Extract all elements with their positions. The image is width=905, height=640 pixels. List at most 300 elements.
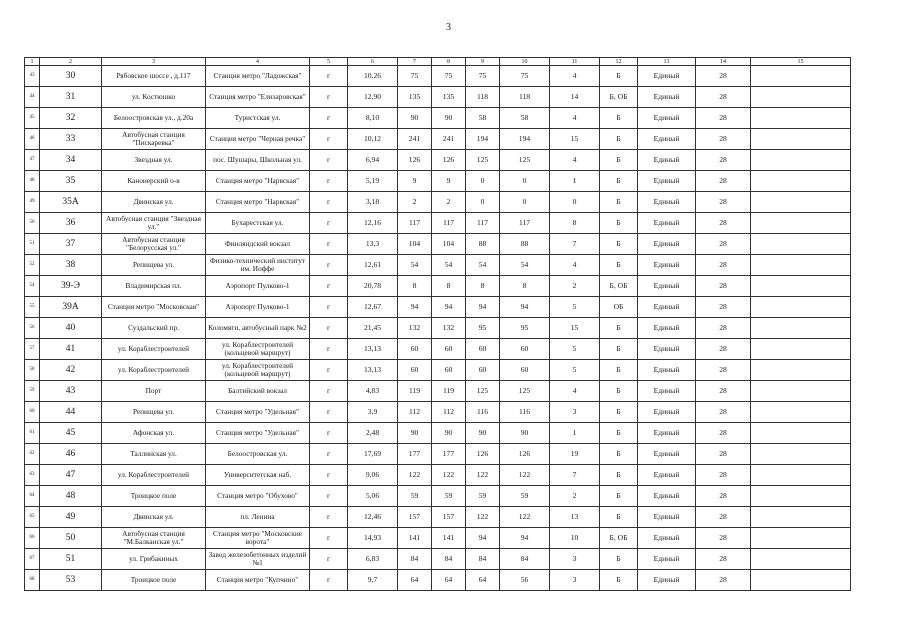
col15-cell (751, 276, 851, 297)
route-type-cell: г (310, 276, 348, 297)
row-index-cell: 43 (25, 66, 40, 87)
route-number-cell: 49 (40, 507, 102, 528)
column-number-cell: 12 (600, 58, 638, 66)
tariff-cell: Единый (638, 129, 696, 150)
col14-cell: 28 (696, 339, 751, 360)
end-point-cell: Станция метро "Нарвская" (206, 192, 310, 213)
col11-cell: 4 (550, 255, 600, 276)
col9-cell: 94 (466, 297, 500, 318)
route-number-cell: 39-Э (40, 276, 102, 297)
col14-cell: 28 (696, 486, 751, 507)
route-type-cell: г (310, 339, 348, 360)
start-point-cell: Автобусная станция "Звездная ул." (102, 213, 206, 234)
end-point-cell: Коломяги, автобусный парк №2 (206, 318, 310, 339)
col7-cell: 122 (398, 465, 432, 486)
row-index-cell: 56 (25, 318, 40, 339)
col8-cell: 64 (432, 570, 466, 591)
end-point-cell: ул. Кораблестроителей (кольцевой маршрут) (206, 360, 310, 381)
start-point-cell: Автобусная станция "Пискаревка" (102, 129, 206, 150)
row-index-cell: 58 (25, 360, 40, 381)
table-header-row (25, 58, 851, 66)
col10-cell: 56 (500, 570, 550, 591)
row-index-cell: 63 (25, 465, 40, 486)
col10-cell: 122 (500, 465, 550, 486)
route-type-cell: г (310, 444, 348, 465)
col14-cell: 28 (696, 150, 751, 171)
start-point-cell: Рябовское шоссе , д.117 (102, 66, 206, 87)
col15-cell (751, 360, 851, 381)
length-km-cell: 12,16 (348, 213, 398, 234)
table-row (25, 171, 851, 192)
tariff-cell: Единый (638, 234, 696, 255)
col15-cell (751, 570, 851, 591)
route-type-cell: г (310, 465, 348, 486)
col10-cell: 60 (500, 339, 550, 360)
col14-cell: 28 (696, 444, 751, 465)
col10-cell: 94 (500, 297, 550, 318)
routes-table (24, 57, 851, 591)
route-type-cell: г (310, 486, 348, 507)
column-number-cell: 8 (432, 58, 466, 66)
length-km-cell: 8,10 (348, 108, 398, 129)
col11-cell: 4 (550, 150, 600, 171)
col9-cell: 88 (466, 234, 500, 255)
col14-cell: 28 (696, 360, 751, 381)
col7-cell: 119 (398, 381, 432, 402)
col8-cell: 2 (432, 192, 466, 213)
route-number-cell: 39А (40, 297, 102, 318)
route-type-cell: г (310, 318, 348, 339)
length-km-cell: 12,90 (348, 87, 398, 108)
column-number-cell: 4 (206, 58, 310, 66)
end-point-cell: Бухарестская ул. (206, 213, 310, 234)
col8-cell: 8 (432, 276, 466, 297)
col7-cell: 59 (398, 486, 432, 507)
row-index-cell: 57 (25, 339, 40, 360)
start-point-cell: Звездная ул. (102, 150, 206, 171)
vehicle-class-cell: Б (600, 108, 638, 129)
col7-cell: 2 (398, 192, 432, 213)
col8-cell: 112 (432, 402, 466, 423)
route-type-cell: г (310, 423, 348, 444)
route-type-cell: г (310, 297, 348, 318)
col11-cell: 13 (550, 507, 600, 528)
col15-cell (751, 87, 851, 108)
start-point-cell: ул. Кораблестроителей (102, 339, 206, 360)
column-number-cell: 2 (40, 58, 102, 66)
length-km-cell: 14,93 (348, 528, 398, 549)
vehicle-class-cell: Б (600, 507, 638, 528)
col10-cell: 90 (500, 423, 550, 444)
route-type-cell: г (310, 507, 348, 528)
length-km-cell: 9,7 (348, 570, 398, 591)
col14-cell: 28 (696, 381, 751, 402)
col9-cell: 122 (466, 465, 500, 486)
col15-cell (751, 192, 851, 213)
col8-cell: 59 (432, 486, 466, 507)
col8-cell: 177 (432, 444, 466, 465)
col10-cell: 95 (500, 318, 550, 339)
col8-cell: 141 (432, 528, 466, 549)
vehicle-class-cell: Б (600, 192, 638, 213)
col11-cell: 5 (550, 297, 600, 318)
route-number-cell: 48 (40, 486, 102, 507)
end-point-cell: пл. Ленина (206, 507, 310, 528)
vehicle-class-cell: Б (600, 444, 638, 465)
table-row (25, 381, 851, 402)
start-point-cell: Репищева ул. (102, 255, 206, 276)
start-point-cell: Суздальский пр. (102, 318, 206, 339)
vehicle-class-cell: Б (600, 465, 638, 486)
col14-cell: 28 (696, 171, 751, 192)
length-km-cell: 12,61 (348, 255, 398, 276)
tariff-cell: Единый (638, 465, 696, 486)
table-row (25, 108, 851, 129)
col11-cell: 5 (550, 339, 600, 360)
col11-cell: 1 (550, 423, 600, 444)
col11-cell: 0 (550, 192, 600, 213)
tariff-cell: Единый (638, 297, 696, 318)
col9-cell: 122 (466, 507, 500, 528)
route-number-cell: 41 (40, 339, 102, 360)
col10-cell: 116 (500, 402, 550, 423)
vehicle-class-cell: Б, ОБ (600, 528, 638, 549)
route-type-cell: г (310, 549, 348, 570)
row-index-cell: 64 (25, 486, 40, 507)
route-number-cell: 46 (40, 444, 102, 465)
col9-cell: 125 (466, 381, 500, 402)
row-index-cell: 59 (25, 381, 40, 402)
column-number-cell: 3 (102, 58, 206, 66)
col7-cell: 75 (398, 66, 432, 87)
page-number: 3 (446, 22, 451, 33)
start-point-cell: Автобусная станция "М.Балканская ул." (102, 528, 206, 549)
table-row (25, 570, 851, 591)
route-type-cell: г (310, 234, 348, 255)
col10-cell: 125 (500, 150, 550, 171)
length-km-cell: 10,26 (348, 66, 398, 87)
table-row (25, 234, 851, 255)
route-number-cell: 30 (40, 66, 102, 87)
tariff-cell: Единый (638, 339, 696, 360)
end-point-cell: Станция метро "Московские ворота" (206, 528, 310, 549)
route-number-cell: 35А (40, 192, 102, 213)
vehicle-class-cell: Б (600, 486, 638, 507)
table-row (25, 255, 851, 276)
length-km-cell: 20,78 (348, 276, 398, 297)
end-point-cell: Физико-технический институт им. Иоффе (206, 255, 310, 276)
table-row (25, 213, 851, 234)
col7-cell: 117 (398, 213, 432, 234)
table-row (25, 549, 851, 570)
col9-cell: 60 (466, 339, 500, 360)
start-point-cell: Автобусная станция "Белорусская ул." (102, 234, 206, 255)
col9-cell: 94 (466, 528, 500, 549)
route-number-cell: 40 (40, 318, 102, 339)
route-number-cell: 43 (40, 381, 102, 402)
col7-cell: 132 (398, 318, 432, 339)
col9-cell: 90 (466, 423, 500, 444)
col10-cell: 8 (500, 276, 550, 297)
col11-cell: 3 (550, 402, 600, 423)
col9-cell: 59 (466, 486, 500, 507)
route-type-cell: г (310, 528, 348, 549)
col14-cell: 28 (696, 87, 751, 108)
col14-cell: 28 (696, 402, 751, 423)
column-number-cell: 9 (466, 58, 500, 66)
length-km-cell: 12,67 (348, 297, 398, 318)
col11-cell: 15 (550, 129, 600, 150)
end-point-cell: Балтийский вокзал (206, 381, 310, 402)
col9-cell: 60 (466, 360, 500, 381)
col8-cell: 241 (432, 129, 466, 150)
route-type-cell: г (310, 87, 348, 108)
vehicle-class-cell: ОБ (600, 297, 638, 318)
end-point-cell: Аэропорт Пулково-1 (206, 276, 310, 297)
col8-cell: 117 (432, 213, 466, 234)
col10-cell: 58 (500, 108, 550, 129)
column-number-cell: 11 (550, 58, 600, 66)
row-index-cell: 45 (25, 108, 40, 129)
col15-cell (751, 234, 851, 255)
col11-cell: 2 (550, 276, 600, 297)
col7-cell: 104 (398, 234, 432, 255)
col15-cell (751, 444, 851, 465)
length-km-cell: 21,45 (348, 318, 398, 339)
length-km-cell: 9,06 (348, 465, 398, 486)
column-number-cell: 15 (751, 58, 851, 66)
col9-cell: 0 (466, 192, 500, 213)
start-point-cell: Станция метро "Московская" (102, 297, 206, 318)
col7-cell: 9 (398, 171, 432, 192)
row-index-cell: 54 (25, 276, 40, 297)
table-row (25, 444, 851, 465)
start-point-cell: Афонская ул. (102, 423, 206, 444)
col15-cell (751, 129, 851, 150)
col15-cell (751, 549, 851, 570)
end-point-cell: Станция метро "Елизаровская" (206, 87, 310, 108)
length-km-cell: 17,69 (348, 444, 398, 465)
col7-cell: 126 (398, 150, 432, 171)
route-type-cell: г (310, 381, 348, 402)
col11-cell: 14 (550, 87, 600, 108)
col14-cell: 28 (696, 549, 751, 570)
column-number-cell: 6 (348, 58, 398, 66)
col10-cell: 194 (500, 129, 550, 150)
row-index-cell: 48 (25, 171, 40, 192)
end-point-cell: Аэропорт Пулково-1 (206, 297, 310, 318)
length-km-cell: 10,12 (348, 129, 398, 150)
row-index-cell: 44 (25, 87, 40, 108)
tariff-cell: Единый (638, 381, 696, 402)
col8-cell: 104 (432, 234, 466, 255)
vehicle-class-cell: Б (600, 402, 638, 423)
col11-cell: 4 (550, 108, 600, 129)
end-point-cell: Станция метро "Купчино" (206, 570, 310, 591)
table-row (25, 360, 851, 381)
col14-cell: 28 (696, 423, 751, 444)
col10-cell: 54 (500, 255, 550, 276)
col11-cell: 8 (550, 213, 600, 234)
col9-cell: 116 (466, 402, 500, 423)
end-point-cell: Станция метро "Удельная" (206, 423, 310, 444)
col9-cell: 8 (466, 276, 500, 297)
length-km-cell: 5,06 (348, 486, 398, 507)
row-index-cell: 46 (25, 129, 40, 150)
length-km-cell: 2,48 (348, 423, 398, 444)
col11-cell: 4 (550, 66, 600, 87)
col14-cell: 28 (696, 507, 751, 528)
route-type-cell: г (310, 213, 348, 234)
col9-cell: 75 (466, 66, 500, 87)
col11-cell: 3 (550, 570, 600, 591)
col9-cell: 64 (466, 570, 500, 591)
tariff-cell: Единый (638, 402, 696, 423)
col15-cell (751, 507, 851, 528)
length-km-cell: 6,83 (348, 549, 398, 570)
col9-cell: 54 (466, 255, 500, 276)
col15-cell (751, 423, 851, 444)
route-number-cell: 45 (40, 423, 102, 444)
route-number-cell: 44 (40, 402, 102, 423)
col10-cell: 75 (500, 66, 550, 87)
col11-cell: 3 (550, 549, 600, 570)
column-number-cell: 14 (696, 58, 751, 66)
col8-cell: 157 (432, 507, 466, 528)
route-number-cell: 31 (40, 87, 102, 108)
vehicle-class-cell: Б (600, 570, 638, 591)
vehicle-class-cell: Б, ОБ (600, 87, 638, 108)
vehicle-class-cell: Б (600, 339, 638, 360)
col10-cell: 125 (500, 381, 550, 402)
table-row (25, 402, 851, 423)
vehicle-class-cell: Б (600, 234, 638, 255)
vehicle-class-cell: Б, ОБ (600, 276, 638, 297)
start-point-cell: Таллинская ул. (102, 444, 206, 465)
start-point-cell: ул. Костюшко (102, 87, 206, 108)
col8-cell: 94 (432, 297, 466, 318)
col14-cell: 28 (696, 276, 751, 297)
col10-cell: 60 (500, 360, 550, 381)
end-point-cell: Университетская наб. (206, 465, 310, 486)
col9-cell: 0 (466, 171, 500, 192)
tariff-cell: Единый (638, 444, 696, 465)
col14-cell: 28 (696, 318, 751, 339)
col8-cell: 132 (432, 318, 466, 339)
route-type-cell: г (310, 66, 348, 87)
table-row (25, 528, 851, 549)
col10-cell: 94 (500, 528, 550, 549)
end-point-cell: Станция метро "Обухово" (206, 486, 310, 507)
start-point-cell: Белоостровская ул., д.20а (102, 108, 206, 129)
col10-cell: 59 (500, 486, 550, 507)
column-number-cell: 7 (398, 58, 432, 66)
table-row (25, 87, 851, 108)
col7-cell: 60 (398, 360, 432, 381)
col7-cell: 112 (398, 402, 432, 423)
route-number-cell: 34 (40, 150, 102, 171)
col8-cell: 9 (432, 171, 466, 192)
row-index-cell: 61 (25, 423, 40, 444)
col8-cell: 60 (432, 360, 466, 381)
col10-cell: 122 (500, 507, 550, 528)
row-index-cell: 51 (25, 234, 40, 255)
length-km-cell: 3,18 (348, 192, 398, 213)
col11-cell: 1 (550, 171, 600, 192)
row-index-cell: 49 (25, 192, 40, 213)
col11-cell: 7 (550, 465, 600, 486)
end-point-cell: Станция метро "Нарвская" (206, 171, 310, 192)
col8-cell: 90 (432, 423, 466, 444)
length-km-cell: 6,94 (348, 150, 398, 171)
end-point-cell: Станция метро "Удельная" (206, 402, 310, 423)
end-point-cell: Завод железобетонных изделий №1 (206, 549, 310, 570)
end-point-cell: Туристская ул. (206, 108, 310, 129)
col8-cell: 90 (432, 108, 466, 129)
tariff-cell: Единый (638, 276, 696, 297)
route-type-cell: г (310, 192, 348, 213)
row-index-cell: 55 (25, 297, 40, 318)
route-number-cell: 53 (40, 570, 102, 591)
vehicle-class-cell: Б (600, 423, 638, 444)
col14-cell: 28 (696, 108, 751, 129)
col10-cell: 84 (500, 549, 550, 570)
table-row (25, 486, 851, 507)
route-type-cell: г (310, 255, 348, 276)
col9-cell: 194 (466, 129, 500, 150)
col14-cell: 28 (696, 255, 751, 276)
col8-cell: 135 (432, 87, 466, 108)
row-index-cell: 67 (25, 549, 40, 570)
tariff-cell: Единый (638, 255, 696, 276)
length-km-cell: 13,13 (348, 339, 398, 360)
row-index-cell: 62 (25, 444, 40, 465)
col7-cell: 241 (398, 129, 432, 150)
col8-cell: 75 (432, 66, 466, 87)
start-point-cell: ул. Кораблестроителей (102, 360, 206, 381)
col7-cell: 84 (398, 549, 432, 570)
col11-cell: 19 (550, 444, 600, 465)
start-point-cell: Канонерский о-в (102, 171, 206, 192)
table-row (25, 318, 851, 339)
table-row (25, 276, 851, 297)
col15-cell (751, 255, 851, 276)
vehicle-class-cell: Б (600, 66, 638, 87)
row-index-cell: 65 (25, 507, 40, 528)
col11-cell: 15 (550, 318, 600, 339)
col9-cell: 95 (466, 318, 500, 339)
row-index-cell: 47 (25, 150, 40, 171)
col7-cell: 90 (398, 423, 432, 444)
length-km-cell: 13,3 (348, 234, 398, 255)
length-km-cell: 5,19 (348, 171, 398, 192)
col15-cell (751, 66, 851, 87)
col8-cell: 54 (432, 255, 466, 276)
table-row (25, 66, 851, 87)
col14-cell: 28 (696, 213, 751, 234)
col15-cell (751, 108, 851, 129)
length-km-cell: 3,9 (348, 402, 398, 423)
tariff-cell: Единый (638, 507, 696, 528)
vehicle-class-cell: Б (600, 549, 638, 570)
vehicle-class-cell: Б (600, 213, 638, 234)
col7-cell: 94 (398, 297, 432, 318)
col15-cell (751, 213, 851, 234)
col11-cell: 7 (550, 234, 600, 255)
length-km-cell: 12,46 (348, 507, 398, 528)
col9-cell: 125 (466, 150, 500, 171)
route-number-cell: 42 (40, 360, 102, 381)
